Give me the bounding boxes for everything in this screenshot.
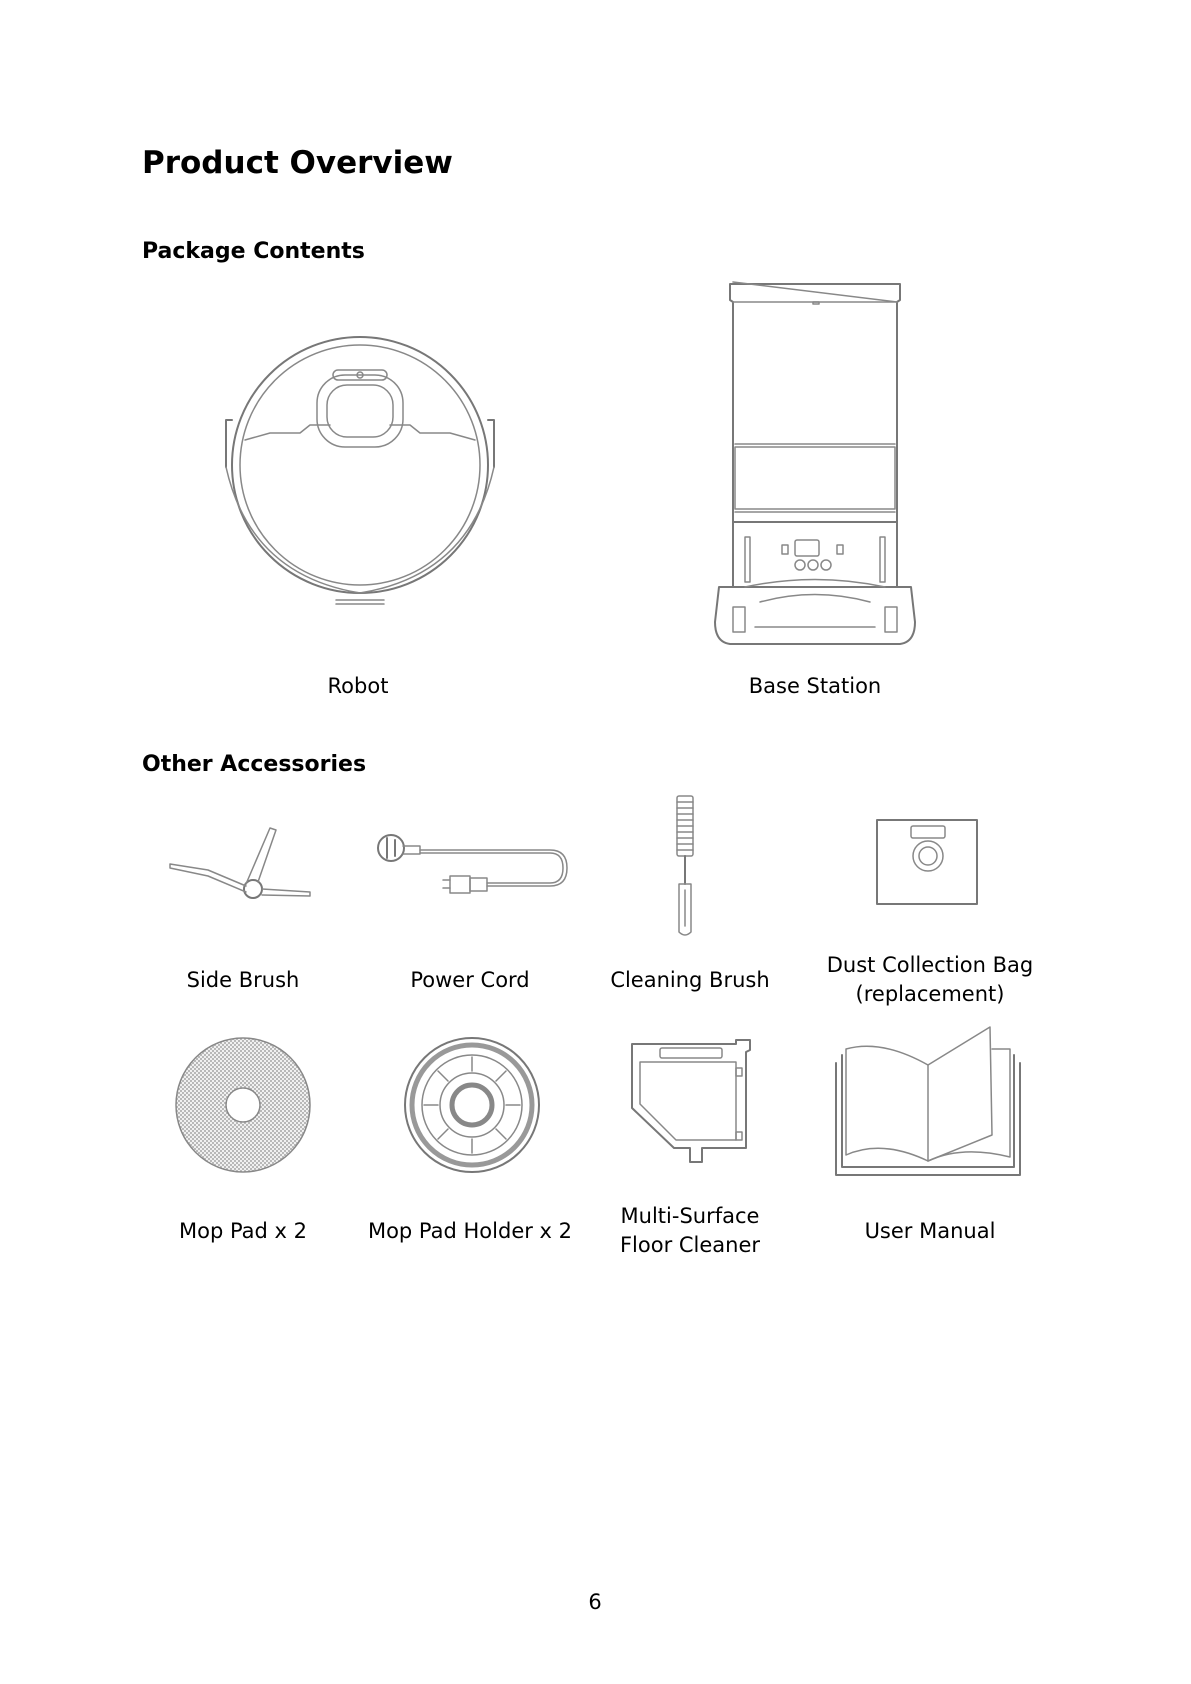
- power-cord-label: Power Cord: [410, 968, 530, 992]
- page-title: Product Overview: [142, 145, 453, 181]
- mop-pad-label: Mop Pad x 2: [178, 1219, 308, 1243]
- floor-cleaner-icon: [628, 1038, 756, 1168]
- floor-cleaner-label: [590, 1202, 790, 1260]
- dust-bag-label-line2: (replacement): [855, 982, 1005, 1006]
- page-number: 6: [588, 1590, 602, 1614]
- user-manual-label: User Manual: [864, 1219, 996, 1243]
- robot-icon: [220, 335, 500, 605]
- mop-pad-holder-label: Mop Pad Holder x 2: [367, 1219, 573, 1243]
- user-manual-icon: [832, 1025, 1024, 1180]
- robot-label: Robot: [327, 674, 389, 698]
- side-brush-icon: [168, 822, 313, 902]
- dust-bag-icon: [875, 818, 980, 908]
- cleaning-brush-icon: [665, 792, 705, 942]
- cleaning-brush-label: Cleaning Brush: [610, 968, 770, 992]
- base-station-icon: [705, 282, 925, 652]
- dust-bag-label: [815, 951, 1045, 1009]
- mop-pad-holder-icon: [402, 1035, 542, 1175]
- side-brush-label: Side Brush: [186, 968, 300, 992]
- other-accessories-heading: Other Accessories: [142, 752, 367, 777]
- floor-cleaner-label-line1: Multi-Surface: [620, 1204, 760, 1228]
- mop-pad-icon: [173, 1035, 313, 1175]
- base-station-label: Base Station: [748, 674, 882, 698]
- dust-bag-label-line1: Dust Collection Bag: [826, 953, 1034, 977]
- floor-cleaner-label-line2: Floor Cleaner: [619, 1233, 761, 1257]
- package-contents-heading: Package Contents: [142, 239, 365, 264]
- power-cord-icon: [375, 828, 570, 903]
